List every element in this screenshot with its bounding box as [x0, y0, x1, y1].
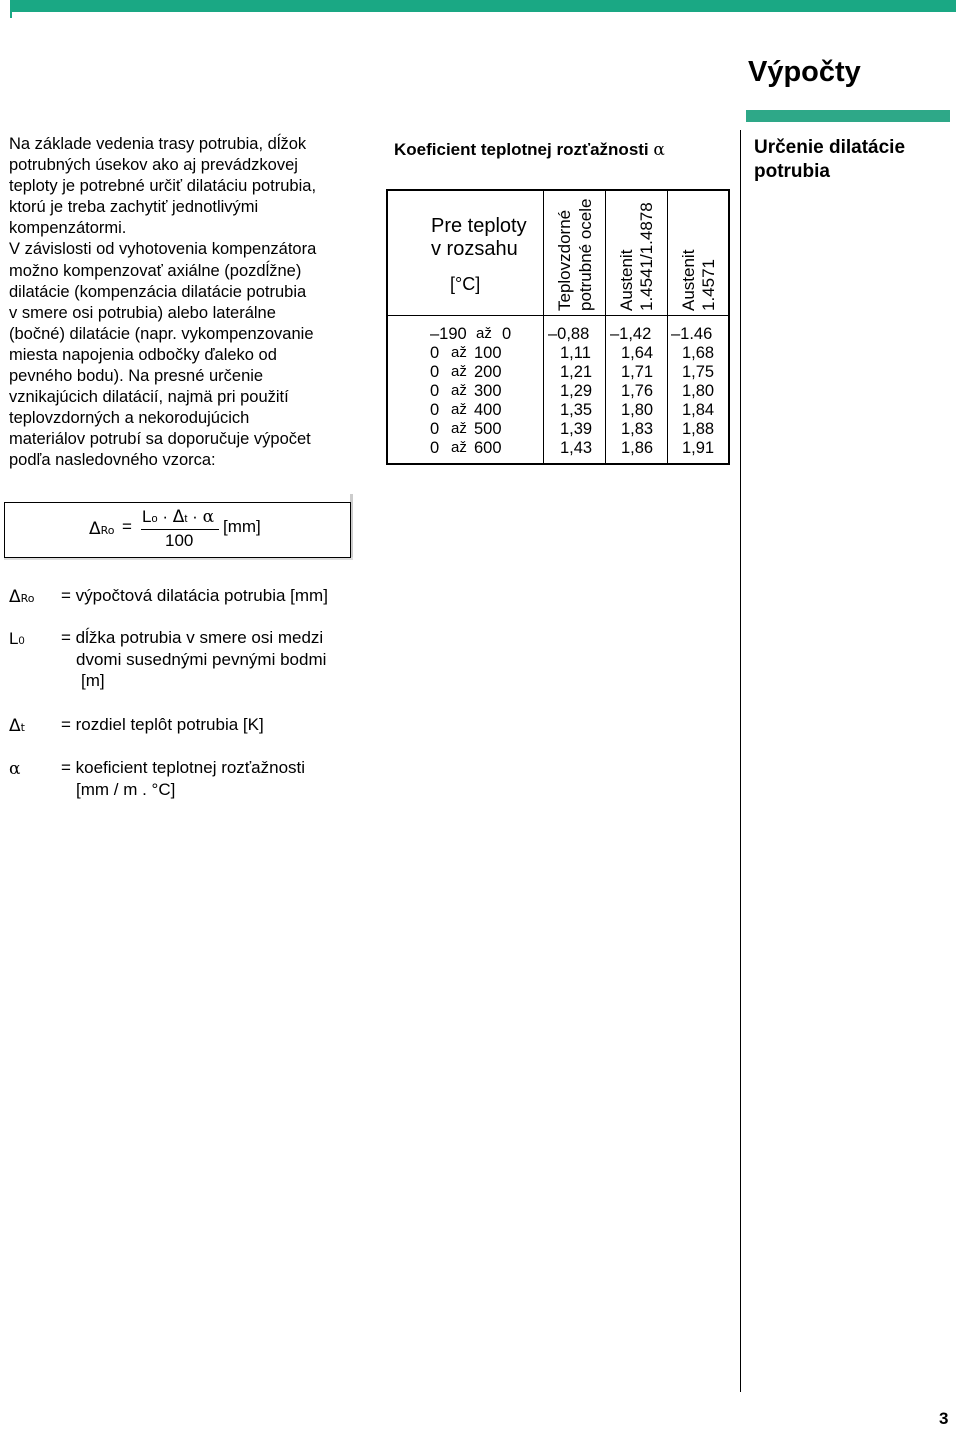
intro-line: kompenzátormi. — [9, 219, 127, 238]
alpha-symbol: α — [9, 759, 21, 779]
intro-line: pevného bodu). Na presné určenie — [9, 367, 264, 386]
table-column-divider — [667, 191, 668, 463]
alpha-symbol: α — [202, 507, 215, 527]
intro-line: Na základe vedenia trasy potrubia, dĺžok — [9, 135, 307, 153]
col-header-austenit1-line2: 1.4541/1.4878 — [637, 202, 656, 311]
intro-line: vznikajúcich dilatácií, najmä pri použití — [9, 388, 289, 407]
cell-sep: až — [451, 401, 467, 418]
intro-line: miesta napojenia odbočky ďaleko od — [9, 345, 277, 364]
formula-lhs — [89, 519, 115, 539]
intro-paragraph — [9, 134, 369, 472]
cell-from: 0 — [430, 363, 440, 381]
cell-from: 0 — [430, 382, 440, 400]
cell-from: –190 — [430, 325, 467, 343]
cell-steel: 1,11 — [560, 344, 591, 362]
delta-symbol: Δ — [172, 507, 185, 527]
delta-symbol: Δ — [9, 716, 21, 736]
cell-austenit1: 1,86 — [621, 439, 654, 457]
col-header-austenit1-line1: Austenit — [617, 249, 636, 311]
intro-line: podľa nasledovného vzorca: — [9, 451, 216, 470]
cell-steel: 1,35 — [560, 401, 593, 419]
cell-from: 0 — [430, 420, 440, 438]
range-header-line2: v rozsahu — [431, 238, 518, 260]
cell-from: 0 — [430, 439, 440, 457]
sidebar-heading-line2: potrubia — [754, 161, 830, 182]
fraction-bar — [141, 529, 219, 530]
definition-text: = rozdiel teplôt potrubia [K] — [61, 715, 264, 734]
cell-to: 400 — [474, 401, 502, 419]
table-column-divider — [543, 191, 544, 463]
definition-text: = výpočtová dilatácia potrubia [mm] — [61, 586, 328, 605]
intro-line: dilatácie (kompenzácia dilatácie potrubia — [9, 282, 307, 301]
delta-symbol: Δ — [89, 519, 101, 539]
cell-austenit2: 1,80 — [682, 382, 715, 400]
formula-unit: [mm] — [223, 517, 261, 536]
alpha-symbol: α — [653, 140, 665, 160]
intro-line: možno kompenzovať axiálne (pozdĺžne) — [9, 261, 302, 280]
cell-from: 0 — [430, 344, 440, 362]
cell-steel: 1,43 — [560, 439, 593, 457]
cell-sep: až — [451, 382, 467, 399]
cell-to: 300 — [474, 382, 502, 400]
table-title — [394, 140, 665, 160]
cell-austenit2: 1,84 — [682, 401, 715, 419]
cell-austenit2: –1.46 — [671, 325, 713, 343]
cell-to: 0 — [502, 325, 512, 343]
intro-line: ktorú je treba zachytiť jednotlivými — [9, 198, 259, 217]
cell-sep: až — [476, 325, 492, 342]
intro-line: potrubných úsekov ako aj prevádzkovej — [9, 156, 298, 175]
definition-symbol: ΔRo — [9, 587, 35, 607]
intro-line: teplovzdorných a nekorodujúcich — [9, 409, 250, 428]
section-title: Výpočty — [748, 56, 861, 88]
cell-austenit1: 1,64 — [621, 344, 654, 362]
page-number: 3 — [939, 1409, 949, 1428]
cell-to: 500 — [474, 420, 502, 438]
definition-text: = koeficient teplotnej rozťažnosti [mm / m . °C] — [61, 758, 306, 799]
col-header-steel-line2: potrubné ocele — [576, 198, 595, 311]
section-accent-bar — [746, 110, 950, 122]
sidebar-heading — [754, 136, 954, 184]
cell-austenit2: 1,68 — [682, 344, 715, 362]
col-header-austenit2-line2: 1.4571 — [699, 259, 718, 311]
cell-austenit1: 1,71 — [621, 363, 654, 381]
cell-austenit1: 1,83 — [621, 420, 654, 438]
intro-line: v smere osi potrubia) alebo laterálne — [9, 303, 276, 322]
cell-austenit1: 1,80 — [621, 401, 654, 419]
table-header-divider — [388, 315, 728, 316]
expansion-coefficient-table — [386, 189, 730, 465]
range-header-line1: Pre teploty — [431, 215, 527, 237]
formula-equals: = — [122, 517, 132, 536]
formula-lhs-sub: Ro — [100, 524, 115, 537]
col-header-steel-line1: Teplovzdorné — [555, 209, 574, 311]
formula-box — [4, 502, 351, 558]
cell-steel: 1,21 — [560, 363, 593, 381]
intro-line: teploty je potrebné určiť dilatáciu potrubia, — [9, 177, 317, 196]
cell-to: 600 — [474, 439, 502, 457]
formula-numerator: Lo · Δt · α — [142, 507, 215, 527]
cell-austenit2: 1,75 — [682, 363, 715, 381]
cell-austenit1: –1,42 — [610, 325, 652, 343]
cell-sep: až — [451, 420, 467, 437]
cell-sep: až — [451, 363, 467, 380]
col-header-austenit2-line1: Austenit — [679, 249, 698, 311]
top-accent-tick — [10, 0, 12, 18]
delta-symbol: Δ — [9, 587, 21, 607]
cell-sep: až — [451, 344, 467, 361]
definition-text: = dĺžka potrubia v smere osi medzi dvomi susednými pevnými bodmi [m] — [61, 628, 327, 690]
intro-line: materiálov potrubí sa doporučuje výpočet — [9, 430, 311, 449]
cell-steel: 1,29 — [560, 382, 593, 400]
cell-austenit2: 1,91 — [682, 439, 715, 457]
cell-to: 200 — [474, 363, 502, 381]
cell-steel: 1,39 — [560, 420, 593, 438]
formula-denominator: 100 — [165, 531, 194, 550]
top-accent-bar — [10, 0, 956, 12]
cell-austenit2: 1,88 — [682, 420, 715, 438]
range-header-unit: [°C] — [450, 274, 481, 294]
definition-symbol: Δt — [9, 716, 25, 736]
cell-austenit1: 1,76 — [621, 382, 654, 400]
intro-line: V závislosti od vyhotovenia kompenzátora — [9, 240, 317, 259]
cell-to: 100 — [474, 344, 502, 362]
sidebar-heading-line1: Určenie dilatácie — [754, 137, 906, 158]
cell-steel: –0,88 — [548, 325, 590, 343]
column-divider — [740, 130, 741, 1392]
definition-symbol: L0 — [9, 629, 25, 648]
table-column-divider — [605, 191, 606, 463]
cell-from: 0 — [430, 401, 440, 419]
intro-line: (bočné) dilatácie (napr. vykompenzovanie — [9, 324, 314, 343]
cell-sep: až — [451, 439, 467, 456]
table-title-text: Koeficient teplotnej rozťažnosti — [394, 140, 649, 159]
